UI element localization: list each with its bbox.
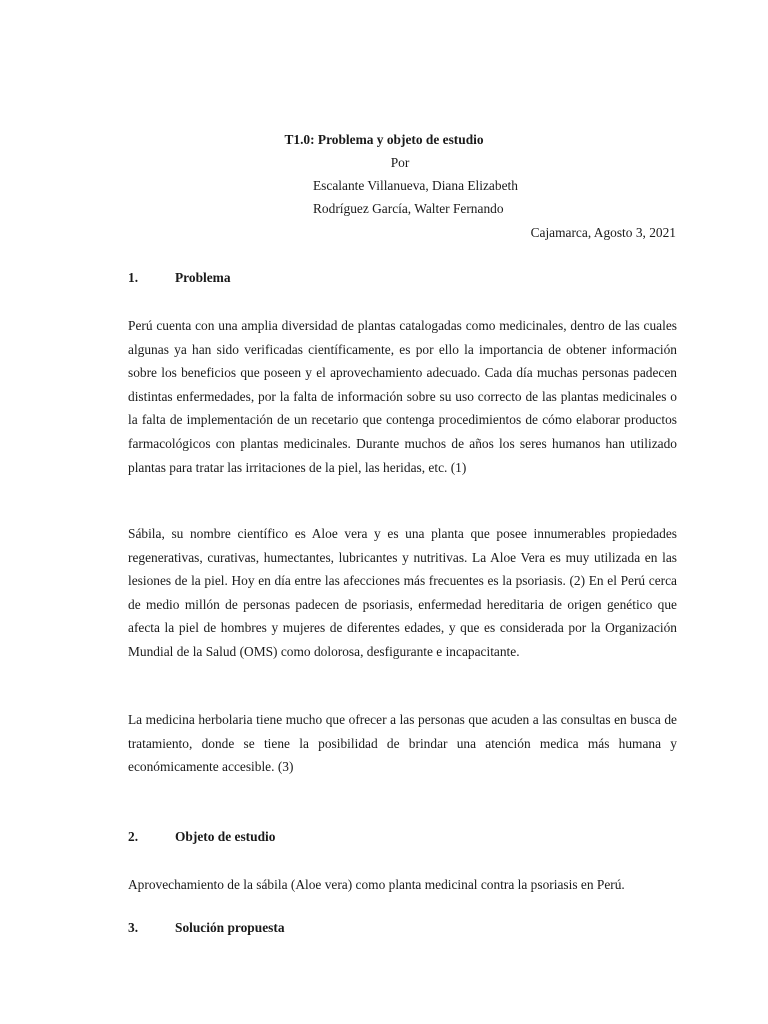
- place-date: Cajamarca, Agosto 3, 2021: [530, 225, 676, 240]
- paragraph: Aprovechamiento de la sábila (Aloe vera) como planta medicinal contra la psoriasis en Perú.: [128, 877, 625, 892]
- section-number: 1.: [128, 270, 139, 285]
- section-number: 2.: [128, 829, 139, 844]
- section-title: Objeto de estudio: [175, 829, 276, 844]
- document-title: T1.0: Problema y objeto de estudio: [284, 132, 484, 147]
- section-title: Solución propuesta: [175, 920, 285, 935]
- byline-label: Por: [390, 155, 410, 170]
- section-heading-problema: [128, 270, 231, 286]
- paragraph: Perú cuenta con una amplia diversidad de plantas catalogadas como medicinales, dentro de las cuales algunas ya han sido verificadas científicamente, es por ello la importancia de obtener información sobre los beneficios que poseen y el aprovechamiento adecuado. Cada día muchas personas padecen distintas enfermedades, por la falta de información sobre su uso correcto de las plantas medicinales o la falta de implementación de un recetario que contenga procedimientos de cómo elaborar productos farmacológicos con plantas medicinales. Durante muchos de años los seres humanos han utilizado plantas para tratar las irritaciones de la piel, las heridas, etc. (1): [128, 318, 677, 475]
- author-name: Escalante Villanueva, Diana Elizabeth: [313, 178, 518, 193]
- section-heading-solucion: [128, 920, 285, 936]
- section-heading-objeto: [128, 829, 275, 845]
- paragraph: Sábila, su nombre científico es Aloe vera y es una planta que posee innumerables propiedades regenerativas, curativas, humectantes, lubricantes y nutritivas. La Aloe Vera es muy utilizada en las lesiones de la piel. Hoy en día entre las afecciones más frecuentes es la psoriasis. (2) En el Perú cerca de medio millón de personas padecen de psoriasis, enfermedad hereditaria de origen genético que afecta la piel de hombres y mujeres de diferentes edades, y que es considerada por la Organización Mundial de la Salud (OMS) como dolorosa, desfigurante e incapacitante.: [128, 526, 677, 659]
- paragraph: La medicina herbolaria tiene mucho que ofrecer a las personas que acuden a las consultas en busca de tratamiento, donde se tiene la posibilidad de brindar una atención medica más humana y económicamente accesible. (3): [128, 712, 677, 775]
- section-title: Problema: [175, 270, 231, 285]
- section-number: 3.: [128, 920, 139, 935]
- author-name: Rodríguez García, Walter Fernando: [313, 201, 504, 216]
